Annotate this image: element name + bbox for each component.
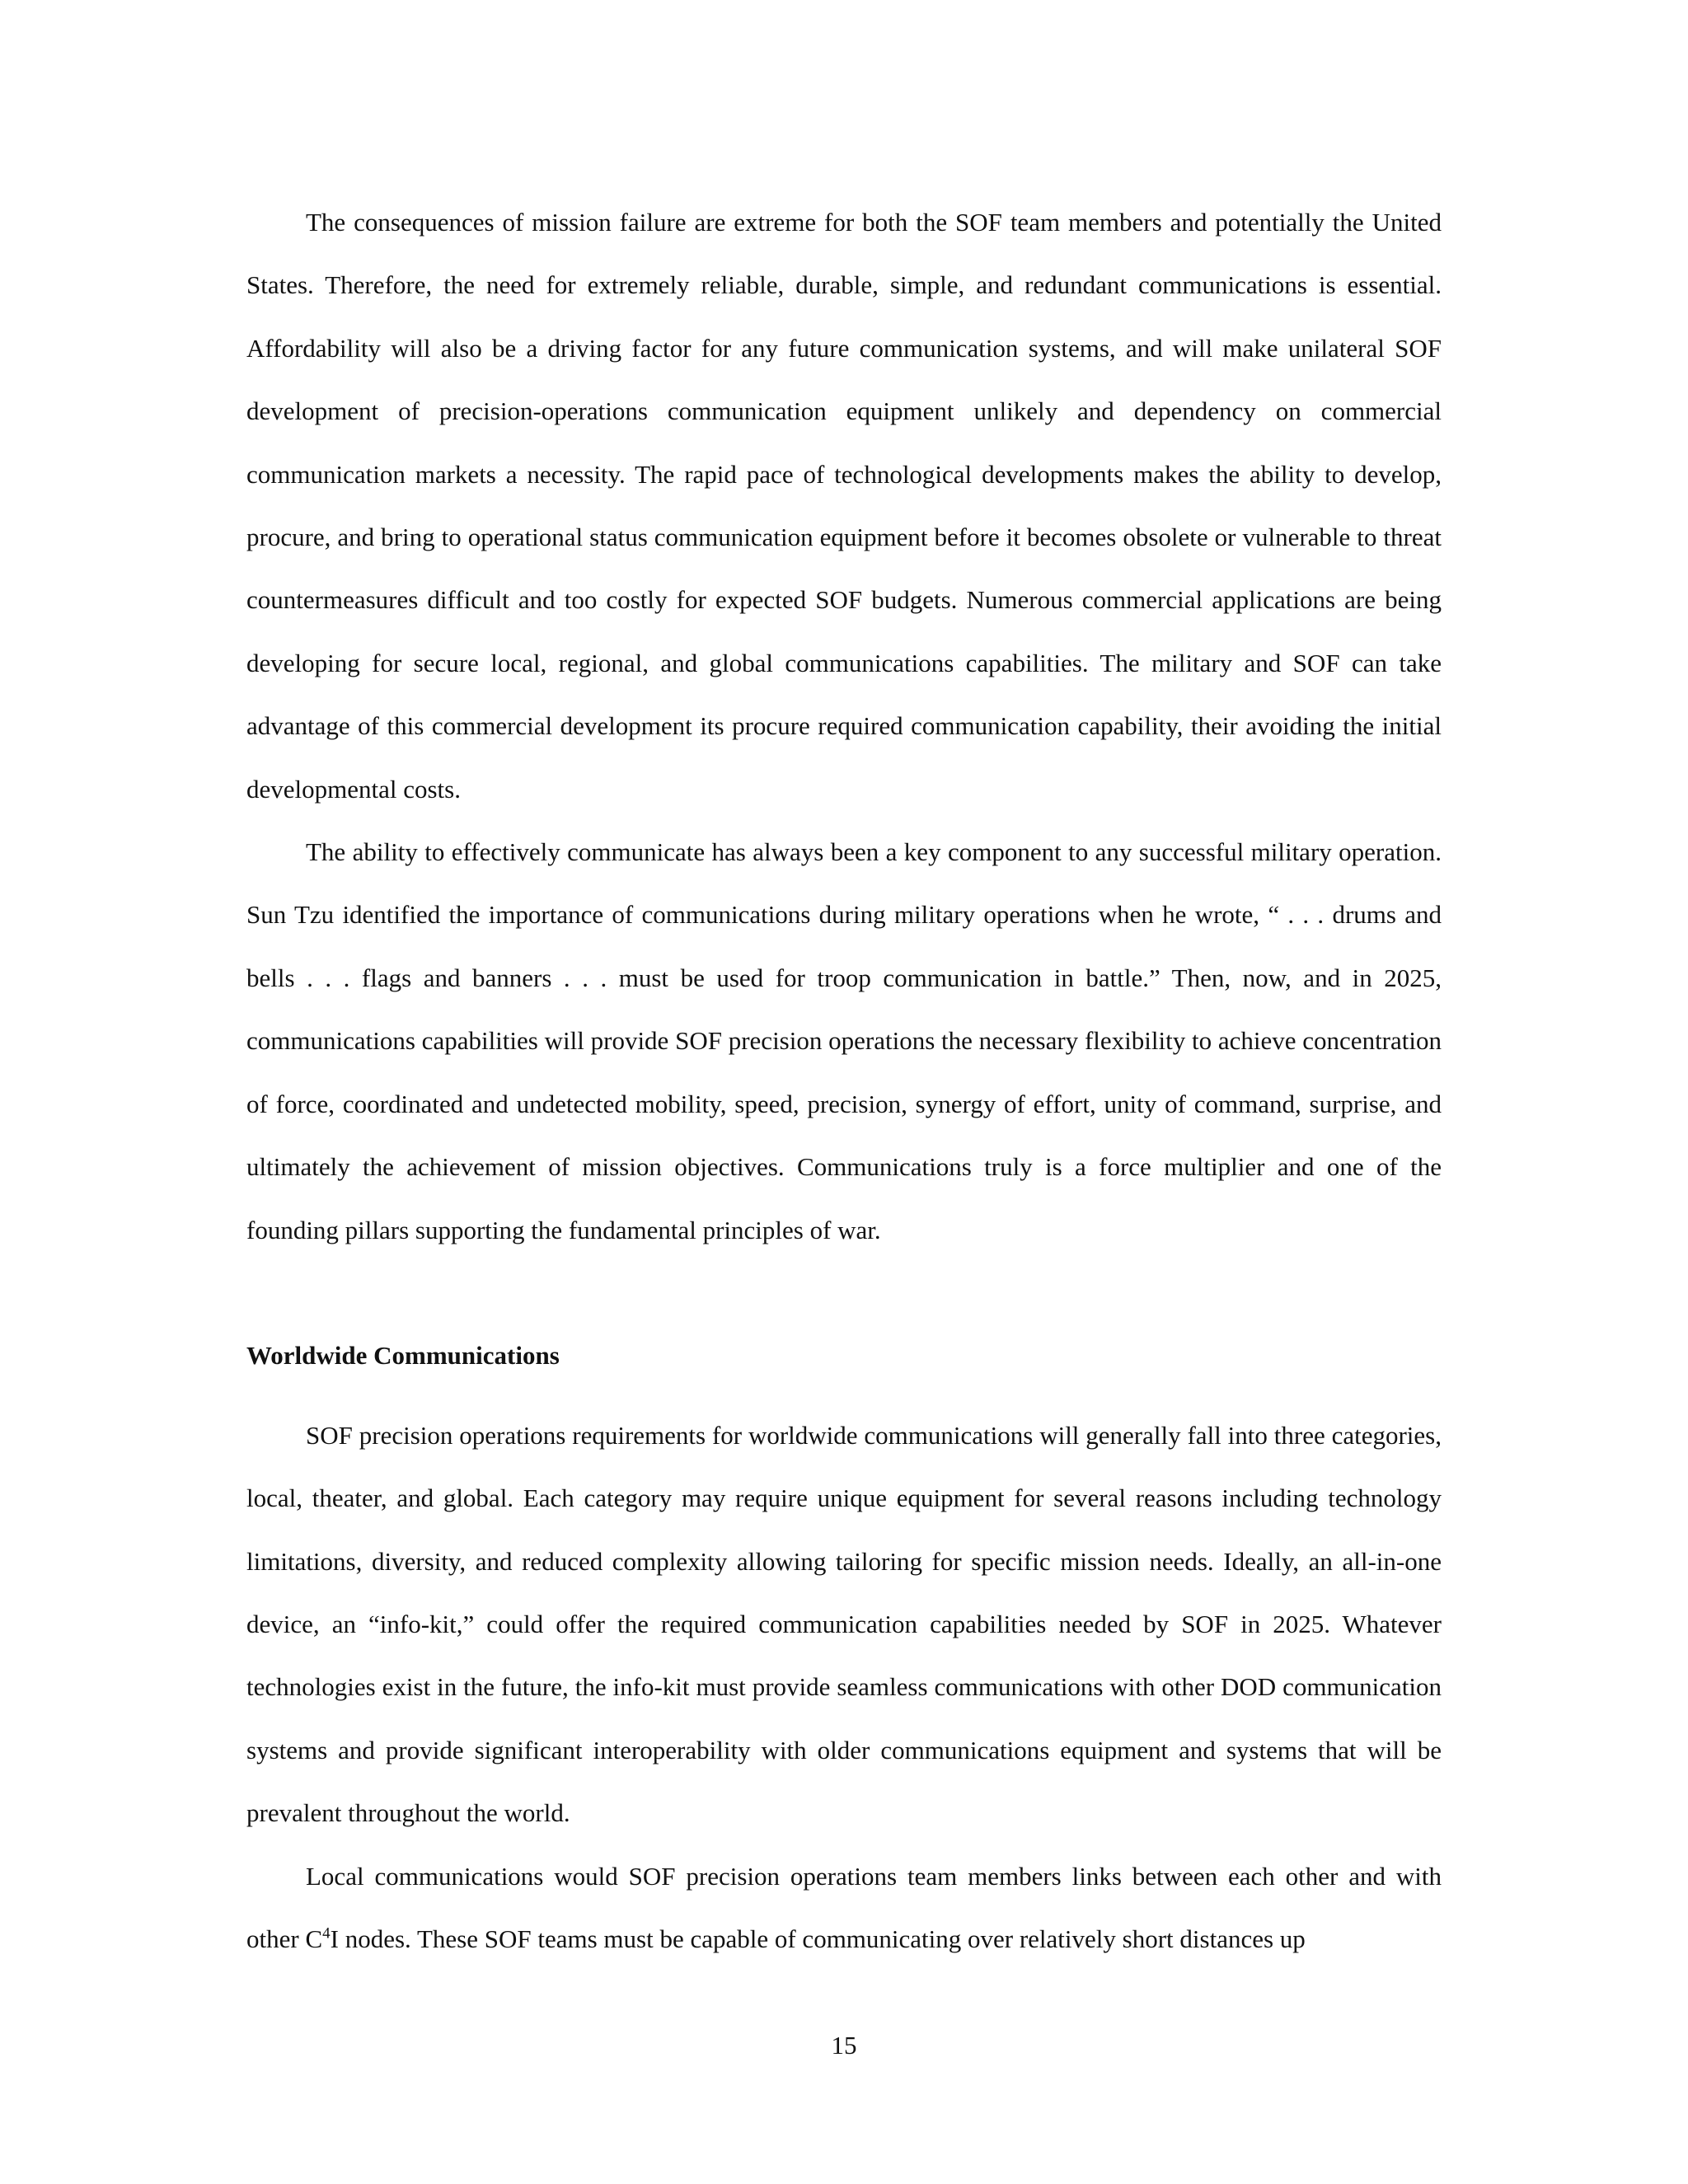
body-text bbox=[246, 191, 1442, 1971]
paragraph-mission-failure: The consequences of mission failure are extreme for both the SOF team members and potentially the United States. Therefore, the need for extremely reliable, durable, simple, and redundant communications is essential. Affordability will also be a driving factor for any future communication systems, and will make unilateral SOF development of precision-operations communication equipment unlikely and dependency on commercial communication markets a necessity. The rapid pace of technological developments makes the ability to develop, procure, and bring to operational status communication equipment before it becomes obsolete or vulnerable to threat countermeasures difficult and too costly for expected SOF budgets. Numerous commercial applications are being developing for secure local, regional, and global communications capabilities. The military and SOF can take advantage of this commercial development its procure required communication capability, their avoiding the initial developmental costs. bbox=[246, 208, 1442, 804]
page-number: 15 bbox=[831, 2031, 857, 2060]
paragraph-local-text-end: I nodes. These SOF teams must be capable of communicating over relatively short distances up bbox=[330, 1924, 1306, 1953]
paragraph-local-communications bbox=[246, 1845, 1442, 1971]
paragraph-ability-to-communicate: The ability to effectively communicate has always been a key component to any successful military operation. Sun Tzu identified the importance of communications during military operations when he wrote, “ . . . drums and bells . . . flags and banners . . . must be used for troop communication in battle.” Then, now, and in 2025, communications capabilities will provide SOF precision operations the necessary flexibility to achieve concentration of force, coordinated and undetected mobility, speed, precision, synergy of effort, unity of command, surprise, and ultimately the achievement of mission objectives. Communications truly is a force multiplier and one of the founding pillars supporting the fundamental principles of war. bbox=[246, 837, 1442, 1244]
superscript-four: 4 bbox=[322, 1924, 331, 1943]
paragraph-worldwide-requirements: SOF precision operations requirements for worldwide communications will generally fall into three categories, local, theater, and global. Each category may require unique equipment for several reasons including technology limitations, diversity, and reduced complexity allowing tailoring for specific mission needs. Ideally, an all-in-one device, an “info-kit,” could offer the required communication capabilities needed by SOF in 2025. Whatever technologies exist in the future, the info-kit must provide seamless communications with other DOD communication systems and provide significant interoperability with older communications equipment and systems that will be prevalent throughout the world. bbox=[246, 1420, 1442, 1828]
section-heading: Worldwide Communications bbox=[246, 1341, 560, 1371]
paragraph-local-text-start: Local communications would SOF precision operations team members links between each other and with other C bbox=[246, 1861, 1442, 1953]
